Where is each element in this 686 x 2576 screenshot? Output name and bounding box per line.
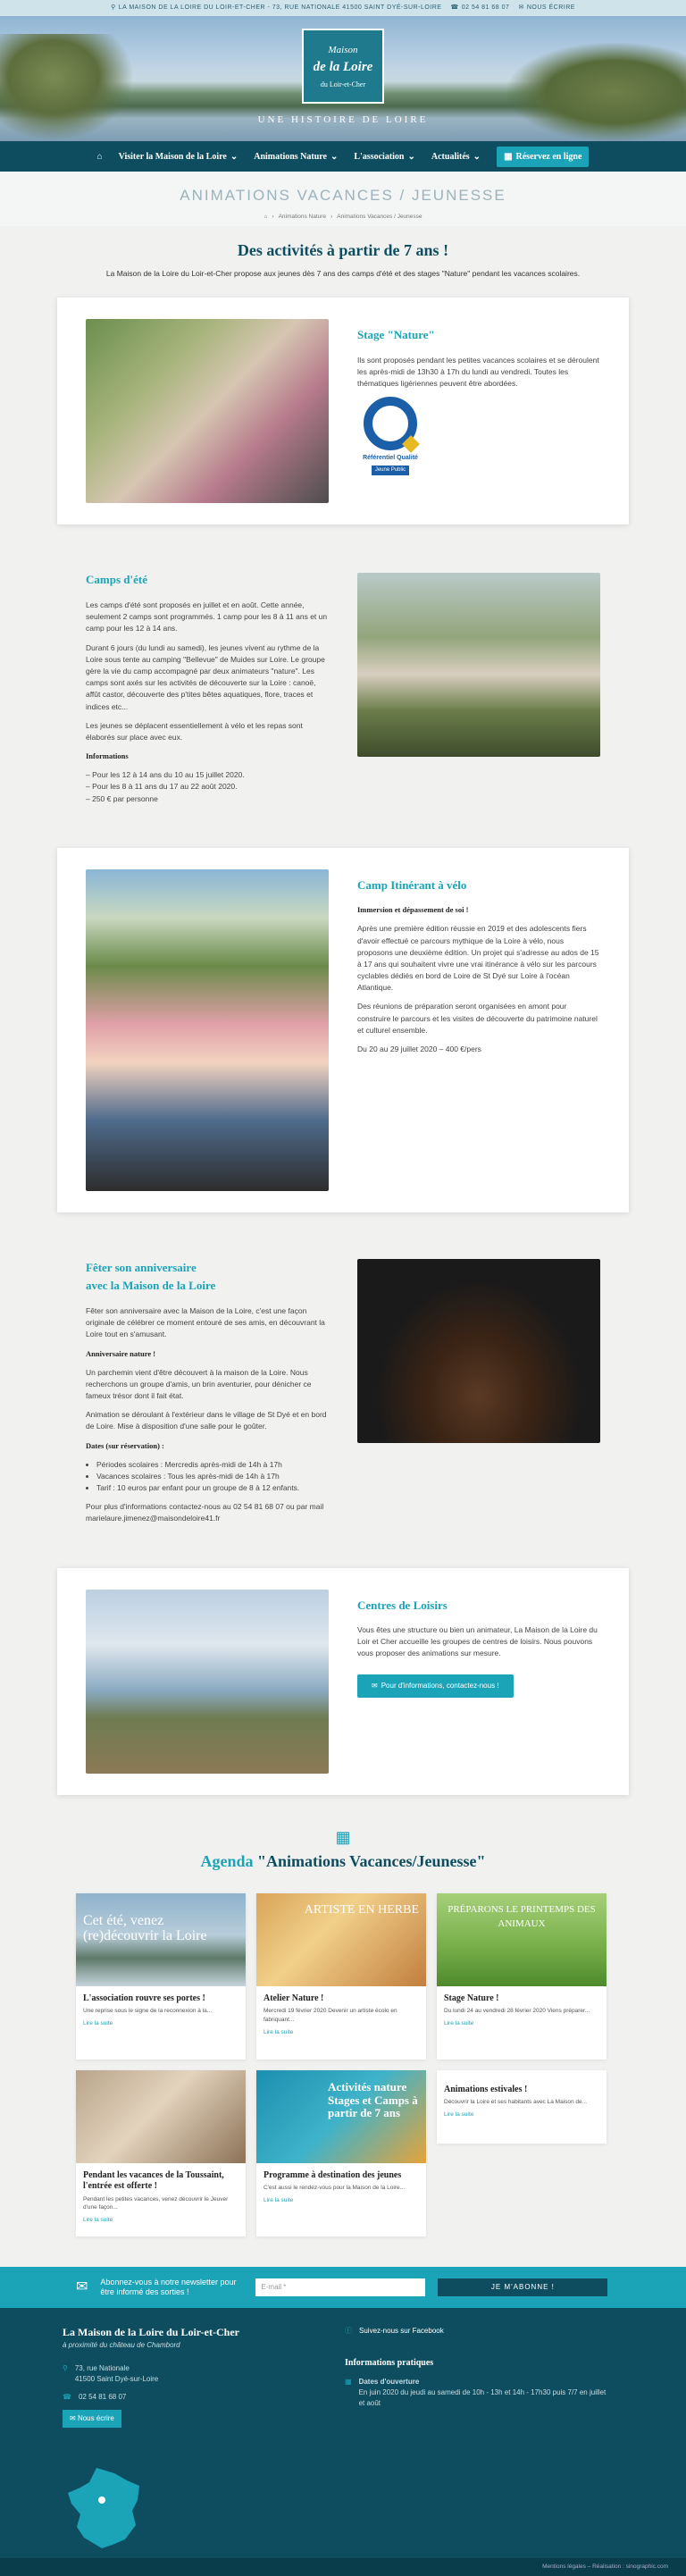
event-title[interactable]: L'association rouvre ses portes ! (83, 1993, 205, 2003)
anniv-h1: Anniversaire nature ! (86, 1348, 156, 1358)
event-excerpt: Découvrir la Loire et ses habitants avec La Maison de... (444, 2099, 588, 2106)
home-icon[interactable]: ⌂ (96, 151, 103, 162)
calendar-icon: ▦ (335, 1827, 351, 1846)
footer-org-name: La Maison de la Loire du Loir-et-Cher (63, 2325, 239, 2338)
anniv-dates-list (86, 1459, 329, 1495)
chevron-down-icon: ⌄ (473, 151, 481, 162)
read-more-link[interactable]: Lire la suite (264, 2196, 294, 2203)
agenda-grid (76, 1893, 686, 2236)
event-image (76, 2070, 246, 2163)
chevron-down-icon: ⌄ (230, 151, 238, 162)
list-item: – 250 € par personne (86, 793, 158, 803)
anniv-p3: Animation se déroulant à l'extérieur dans le village de St Dyé et en bord de Loire. Mise à disposition d'une salle pour le goûter. (86, 1410, 327, 1431)
phone-icon: ☎ (450, 4, 459, 11)
event-image (437, 1893, 607, 1986)
velo-p1: Après une première édition réussie en 2019 et des adolescents fiers d'avoir effectué ce parcours mythique de la Loire à vélo, nous proposons une deuxième édition. Un projet qui s'adresse au ados de 15 à 17 ans qui souhaitent vivre une vrai itinérance à vélo sur les parcours cyclables dédiés en bord de Loire de St Dyé sur Loire à l'océan Atlantique. (357, 924, 599, 993)
mail-icon: ✉ (70, 2413, 76, 2422)
event-title[interactable]: Programme à destination des jeunes (264, 2169, 402, 2180)
book-online-label: Réservez en ligne (515, 151, 582, 162)
event-image (256, 2070, 426, 2163)
location-pin-icon: ⚲ (63, 2363, 68, 2372)
nav-label: Visiter la Maison de la Loire (118, 151, 227, 162)
newsletter-bar (0, 2267, 686, 2308)
read-more-link[interactable]: Lire la suite (444, 2110, 474, 2118)
stage-nature-card (57, 298, 629, 524)
nav-animations[interactable] (254, 150, 338, 164)
mail-icon: ✉ (518, 4, 524, 11)
chevron-down-icon: ⌄ (330, 151, 339, 162)
footer-info-title: Informations pratiques (345, 2357, 434, 2368)
camps-p2: Durant 6 jours (du lundi au samedi), les jeunes vivent au rythme de la Loire sous tente au camping "Bellevue" de Muides sur Loire. Le groupe gère la vie du camp accompagné par deux animateurs "nature". Les camps sont axés sur les activités de découverte sur la Loire : canoë, affût castor, découverte des p'tites bêtes aquatiques, flore, traces et indices etc... (86, 642, 325, 711)
event-card[interactable] (437, 1893, 607, 2060)
event-title[interactable]: Stage Nature ! (444, 1993, 499, 2003)
hero-banner (0, 16, 686, 141)
intro-section (0, 239, 686, 280)
camps-section (57, 542, 629, 834)
event-excerpt: Une reprise sous le signe de la reconnexion à la... (83, 2008, 213, 2015)
newsletter-text: Abonnez-vous à notre newsletter pour être informé des sorties ! (100, 2277, 237, 2296)
logo-line3: du Loir-et-Cher (320, 80, 366, 88)
footer-dates-text: En juin 2020 du jeudi au samedi de 10h - 13h et 14h - 17h30 puis 7/7 en juillet et août (358, 2387, 607, 2407)
agenda-prefix: Agenda (200, 1851, 254, 1870)
breadcrumb: ⌂ › Animations Nature › Animations Vacances / Jeunesse (264, 213, 422, 220)
anniv-contact: Pour plus d'informations contactez-nous au 02 54 81 68 07 ou par mail marielaure.jimenez@maisondeloire41.fr (86, 1502, 324, 1523)
event-title[interactable]: Animations estivales ! (444, 2084, 528, 2094)
centres-card (57, 1568, 629, 1795)
nav-label: Actualités (431, 151, 470, 162)
camps-p3: Les jeunes se déplacent essentiellement à vélo et les repas sont élaborés sur place avec eux. (86, 720, 303, 742)
event-image (256, 1893, 426, 1986)
contact-button[interactable] (357, 1674, 514, 1698)
top-info-bar (0, 0, 686, 16)
list-item: – Pour les 8 à 11 ans du 17 au 22 août 2020. (86, 782, 238, 792)
footer-write-label: Nous écrire (77, 2413, 114, 2422)
france-map-icon (63, 2464, 152, 2554)
velo-dates: Du 20 au 29 juillet 2020 – 400 €/pers (357, 1044, 481, 1053)
event-image-text: PRÉPARONS LE PRINTEMPS DES ANIMAUX (448, 1903, 596, 1930)
camps-title: Camps d'été (86, 573, 147, 586)
camps-photo (357, 573, 600, 757)
event-image-text: Cet été, venez (re)découvrir la Loire (83, 1912, 207, 1944)
footer-address1: 73, rue Nationale (74, 2363, 130, 2372)
facebook-link[interactable]: Suivez-nous sur Facebook (359, 2326, 444, 2335)
anniv-title1: Fêter son anniversaire (86, 1260, 197, 1274)
site-logo[interactable] (302, 29, 384, 104)
event-excerpt: Pendant les petites vacances, venez découvrir le Jeuver d'une façon... (83, 2195, 229, 2211)
list-item: • Vacances scolaires : Tous les après-midi de 14h à 17h (96, 1471, 329, 1482)
badge-label: Référentiel Qualité (363, 455, 418, 462)
anniversary-section (57, 1230, 629, 1554)
event-excerpt: C'est aussi le rendez-vous pour la Maison de la Loire... (264, 2185, 406, 2192)
event-image-text: Activités nature Stages et Camps à partir de 7 ans (328, 2079, 418, 2120)
footer-subtitle: à proximité du château de Chambord (63, 2340, 180, 2349)
mail-icon: ✉ (76, 2278, 88, 2295)
nav-label: L'association (354, 151, 405, 162)
read-more-link[interactable]: Lire la suite (264, 2028, 294, 2035)
cake-photo (357, 1259, 600, 1443)
newsletter-email-input[interactable]: E-mail * (255, 2278, 425, 2296)
intro-text: La Maison de la Loire du Loir-et-Cher propose aux jeunes dès 7 ans des camps d'été et des stages "Nature" pendant les vacances scolaires. (105, 269, 581, 279)
write-link[interactable] (518, 4, 575, 13)
footer-phone[interactable]: 02 54 81 68 07 (78, 2392, 127, 2401)
facebook-icon[interactable]: ⓕ (345, 2326, 352, 2335)
calendar-icon: ▦ (504, 151, 513, 162)
home-icon[interactable]: ⌂ (264, 213, 268, 220)
footer-credits[interactable]: Mentions légales – Réalisation : sinographic.com (0, 2558, 686, 2576)
quality-badge (357, 397, 423, 493)
quality-q-icon (364, 397, 417, 450)
main-nav (0, 141, 686, 172)
list-item: • Tarif : 10 euros par enfant pour un groupe de 8 à 12 enfants. (96, 1482, 329, 1494)
event-card[interactable] (256, 2070, 426, 2236)
velo-subtitle: Immersion et dépassement de soi ! (357, 905, 469, 915)
phone-item[interactable] (450, 4, 509, 13)
camps-p1: Les camps d'été sont proposés en juillet et en août. Cette année, seulement 2 camps sont programmés. 1 camp pour les 8 à 11 ans et un camp pour les 12 à 14 ans. (86, 600, 328, 634)
write-text[interactable]: NOUS ÉCRIRE (526, 4, 575, 11)
contact-button-label: Pour d'informations, contactez-nous ! (381, 1681, 499, 1690)
page-title: ANIMATIONS VACANCES / JEUNESSE (180, 187, 506, 204)
velo-photo (86, 869, 329, 1191)
anniv-p1: Fêter son anniversaire avec la Maison de la Loire, c'est une façon originale de célébrer ce moment entouré de ses amis, en découvrant la Loire tout en s'amusant. (86, 1306, 325, 1339)
velo-p2: Des réunions de préparation seront organisées en amont pour construire le parcours et les visites de découverte du patrimoine naturel et culturel ensemble. (357, 1002, 598, 1035)
nav-visiter[interactable] (119, 150, 238, 164)
centres-photo (86, 1590, 329, 1774)
footer-address2: 41500 Saint Dyé-sur-Loire (74, 2374, 159, 2383)
logo-line2: de la Loire (313, 60, 373, 74)
site-footer (0, 2308, 686, 2558)
mail-icon: ✉ (372, 1681, 378, 1690)
event-image-text: ARTISTE EN HERBE (304, 1902, 419, 1917)
agenda-title-text: "Animations Vacances/Jeunesse" (253, 1851, 486, 1870)
velo-title: Camp Itinérant à vélo (357, 877, 467, 892)
page-header (0, 172, 686, 226)
event-excerpt: Du lundi 24 au vendredi 28 février 2020 Viens préparer... (444, 2008, 590, 2015)
velo-card (57, 848, 629, 1212)
list-item: • Périodes scolaires : Mercredis après-midi de 14h à 17h (96, 1459, 329, 1471)
address-text: LA MAISON DE LA LOIRE DU LOIR-ET-CHER - 73, RUE NATIONALE 41500 SAINT DYÉ-SUR-LOIRE (118, 4, 442, 11)
anniv-title2: avec la Maison de la Loire (86, 1278, 216, 1292)
subscribe-button[interactable]: JE M'ABONNE ! (438, 2278, 607, 2296)
breadcrumb-item[interactable]: Animations Nature (278, 213, 327, 220)
stage-text: Ils sont proposés pendant les petites vacances scolaires et se déroulent les après-midi de 13h30 à 17h du lundi au vendredi. Toutes les thématiques ligériennes peuvent être abordées. (357, 355, 599, 388)
agenda-title (0, 1850, 686, 1874)
anniv-h2: Dates (sur réservation) : (86, 1440, 164, 1450)
logo-line1: Maison (328, 44, 358, 55)
event-title[interactable]: Pendant les vacances de la Toussaint, l'entrée est offerte ! (83, 2169, 224, 2192)
phone-icon: ☎ (63, 2392, 71, 2401)
location-pin-icon: ⚲ (111, 4, 116, 11)
address-item (111, 4, 441, 13)
nav-association[interactable] (354, 150, 415, 164)
chevron-down-icon: ⌄ (407, 151, 415, 162)
event-excerpt: Mercredi 19 février 2020 Devenir un artiste écolo en fabriquant... (264, 2008, 397, 2023)
nav-label: Animations Nature (254, 151, 327, 162)
read-more-link[interactable]: Lire la suite (83, 2019, 113, 2026)
read-more-link[interactable]: Lire la suite (83, 2217, 113, 2224)
list-item: – Pour les 12 à 14 ans du 10 au 15 juillet 2020. (86, 770, 245, 780)
stage-title: Stage "Nature" (357, 328, 435, 341)
calendar-icon: ▦ (345, 2377, 352, 2386)
event-image (76, 1893, 246, 1986)
badge-sublabel: Jeune Public (372, 466, 409, 475)
nav-actualites[interactable] (431, 150, 481, 164)
anniv-p2: Un parchemin vient d'être découvert à la maison de la Loire. Nous recherchons un groupe d'amis, un brin aventurier, pour dénicher ce fameux trésor dont il fait état. (86, 1367, 312, 1401)
camps-info-list (86, 769, 329, 805)
event-title[interactable]: Atelier Nature ! (264, 1993, 324, 2003)
event-card[interactable] (437, 2070, 607, 2144)
centres-text: Vous êtes une structure ou bien un animateur, La Maison de la Loire du Loir et Cher accueille les groupes de centres de loisirs. Nous pouvons vous proposer des animations sur mesure. (357, 1625, 598, 1658)
centres-title: Centres de Loisirs (357, 1598, 448, 1612)
stage-photo (86, 319, 329, 503)
intro-heading: Des activités à partir de 7 ans ! (237, 241, 449, 260)
read-more-link[interactable]: Lire la suite (444, 2019, 474, 2026)
agenda-header (0, 1825, 686, 1874)
camps-info-title: Informations (86, 751, 129, 761)
phone-text[interactable]: 02 54 81 68 07 (461, 4, 510, 11)
breadcrumb-current: Animations Vacances / Jeunesse (337, 213, 422, 220)
book-online-button[interactable] (497, 147, 589, 167)
event-card[interactable] (256, 1893, 426, 2060)
footer-dates-title: Dates d'ouverture (358, 2377, 420, 2386)
event-card[interactable] (76, 2070, 246, 2236)
hero-tagline: UNE HISTOIRE DE LOIRE (257, 114, 429, 125)
footer-write-button[interactable] (63, 2410, 121, 2428)
event-card[interactable] (76, 1893, 246, 2060)
